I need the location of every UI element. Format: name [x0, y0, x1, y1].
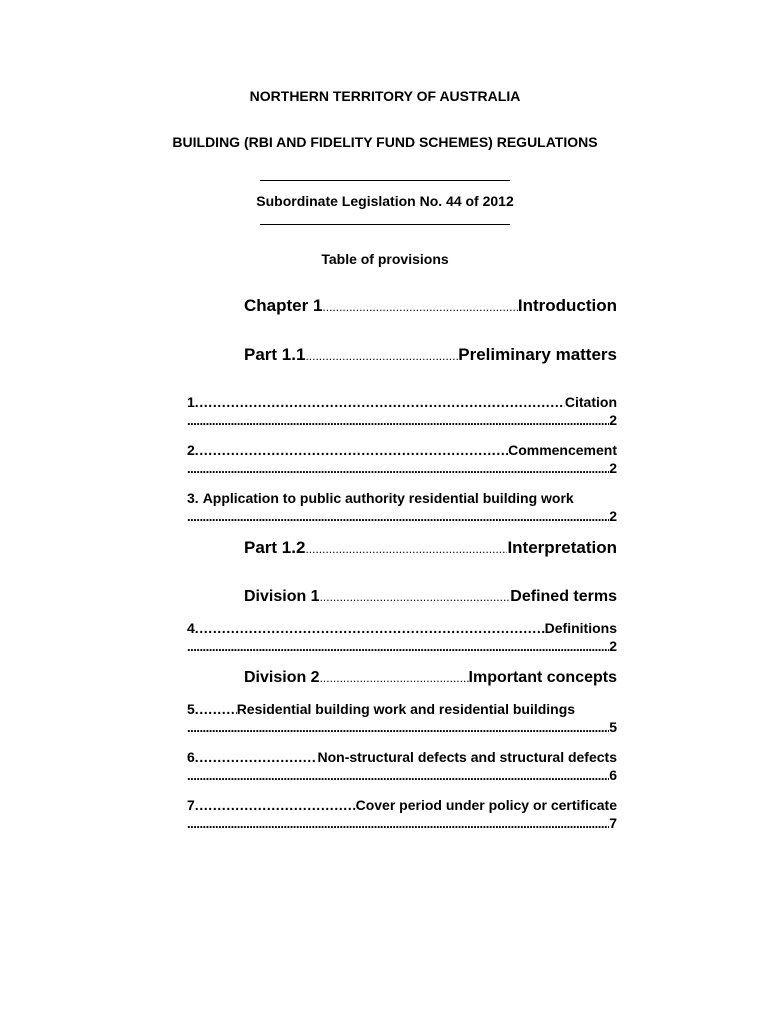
- dot-leader: [187, 720, 609, 735]
- toc-division-1[interactable]: [244, 588, 617, 606]
- toc-part-1-1[interactable]: [244, 345, 617, 365]
- page-number: 7: [609, 815, 617, 831]
- dot-leader: [187, 816, 609, 831]
- dot-leader: [199, 620, 545, 636]
- provision-number: 4.: [187, 620, 199, 636]
- toc-chapter-1[interactable]: [244, 296, 617, 316]
- provision-number: 3.: [187, 490, 199, 506]
- dot-leader: [305, 542, 507, 556]
- dot-leader: [199, 797, 356, 813]
- toc-part-1-2[interactable]: [244, 538, 617, 558]
- page-number: 2: [609, 508, 617, 524]
- dot-leader: [187, 768, 609, 783]
- toc-provision-2[interactable]: [187, 442, 617, 476]
- jurisdiction-heading: NORTHERN TERRITORY OF AUSTRALIA: [249, 88, 521, 104]
- toc-division-2[interactable]: [244, 669, 617, 687]
- heading-title: Preliminary matters: [458, 345, 617, 364]
- dot-leader: [322, 300, 517, 314]
- provision-number: 2.: [187, 442, 199, 458]
- provision-number: 1.: [187, 394, 199, 410]
- toc-provision-3[interactable]: [187, 490, 617, 524]
- toc-provision-1[interactable]: [187, 394, 617, 428]
- dot-leader: [187, 413, 609, 428]
- dot-leader: [199, 701, 237, 717]
- heading-title: Introduction: [517, 296, 617, 315]
- top-rule: [260, 180, 510, 181]
- provision-title: Cover period under policy or certificate: [355, 797, 617, 813]
- provision-title: Commencement: [508, 442, 617, 458]
- provision-number: 6.: [187, 749, 199, 765]
- provision-title: Residential building work and residential buildings: [236, 701, 576, 717]
- provision-number: 5.: [187, 701, 199, 717]
- page-number: 6: [609, 767, 617, 783]
- heading-title: Interpretation: [507, 538, 617, 557]
- provision-title: Definitions: [544, 620, 617, 636]
- heading-label: Part 1.2: [244, 538, 306, 557]
- dot-leader: [199, 749, 318, 765]
- heading-label: Division 2: [244, 669, 320, 686]
- toc-provision-6[interactable]: [187, 749, 617, 783]
- provision-number: 7.: [187, 797, 199, 813]
- dot-leader: [187, 639, 609, 654]
- provision-title: Application to public authority residential building work: [202, 490, 574, 506]
- heading-title: Important concepts: [468, 669, 617, 686]
- dot-leader: [187, 509, 609, 524]
- toc-heading: Table of provisions: [321, 251, 449, 267]
- dot-leader: [320, 590, 511, 604]
- dot-leader: [199, 442, 508, 458]
- page-number: 2: [609, 412, 617, 428]
- toc-provision-4[interactable]: [187, 620, 617, 654]
- heading-label: Chapter 1: [244, 296, 323, 315]
- provision-title: Citation: [564, 394, 617, 410]
- bottom-rule: [260, 224, 510, 225]
- page-number: 2: [609, 460, 617, 476]
- heading-label: Part 1.1: [244, 345, 306, 364]
- provision-title: Non-structural defects and structural defects: [317, 749, 617, 765]
- heading-title: Defined terms: [510, 588, 617, 605]
- dot-leader: [320, 671, 469, 685]
- dot-leader: [187, 461, 609, 476]
- dot-leader: [199, 394, 565, 410]
- heading-label: Division 1: [244, 588, 320, 605]
- page-number: 5: [609, 719, 617, 735]
- dot-leader: [305, 349, 458, 363]
- regulations-title: BUILDING (RBI AND FIDELITY FUND SCHEMES) REGULATIONS: [172, 134, 598, 150]
- toc-provision-7[interactable]: [187, 797, 617, 831]
- toc-provision-5[interactable]: [187, 701, 617, 735]
- page-number: 2: [609, 638, 617, 654]
- legislation-number: Subordinate Legislation No. 44 of 2012: [256, 193, 514, 209]
